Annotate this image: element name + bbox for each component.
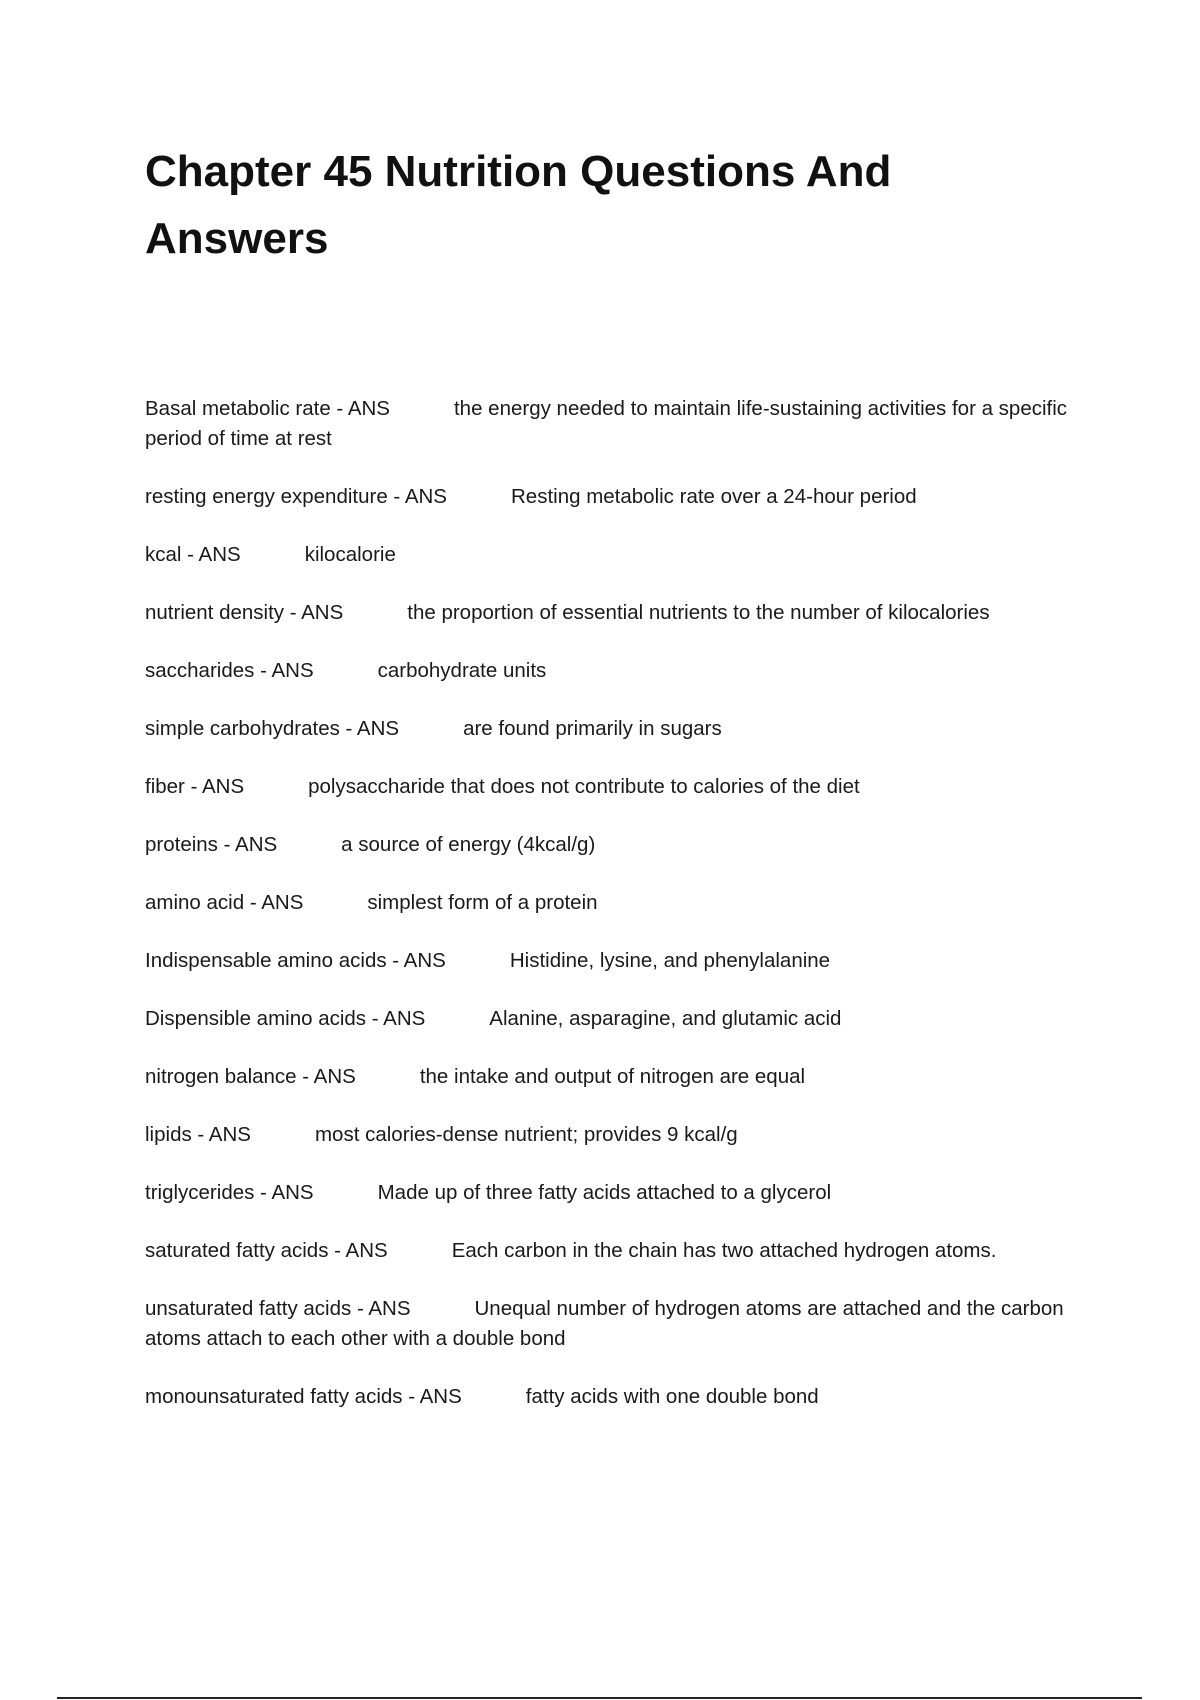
qa-answer: Histidine, lysine, and phenylalanine	[509, 949, 831, 972]
qa-item	[145, 1382, 1075, 1412]
qa-answer: kilocalorie	[304, 543, 396, 566]
qa-term: nutrient density - ANS	[145, 601, 344, 624]
qa-answer: carbohydrate units	[377, 659, 547, 682]
qa-term: proteins - ANS	[145, 833, 278, 856]
qa-item	[145, 1294, 1075, 1354]
qa-answer: simplest form of a protein	[367, 891, 598, 914]
qa-item	[145, 946, 1075, 976]
qa-term: resting energy expenditure - ANS	[145, 485, 447, 508]
qa-answer: Each carbon in the chain has two attached hydrogen atoms.	[451, 1239, 997, 1262]
qa-term: simple carbohydrates - ANS	[145, 717, 400, 740]
qa-item	[145, 888, 1075, 918]
qa-item	[145, 540, 1075, 570]
qa-list	[145, 394, 1075, 1440]
qa-item	[145, 830, 1075, 860]
qa-term: saccharides - ANS	[145, 659, 314, 682]
qa-term: Indispensable amino acids - ANS	[145, 949, 446, 972]
page-title: Chapter 45 Nutrition Questions And Answers	[145, 147, 892, 263]
qa-item	[145, 1236, 1075, 1266]
qa-item	[145, 1120, 1075, 1150]
qa-term: triglycerides - ANS	[145, 1181, 314, 1204]
qa-answer: the energy needed to maintain life-sustaining activities for a specific period of time at rest	[145, 397, 1068, 450]
qa-item	[145, 1062, 1075, 1092]
qa-answer: are found primarily in sugars	[463, 717, 722, 740]
qa-answer: polysaccharide that does not contribute to calories of the diet	[308, 775, 860, 798]
qa-answer: Unequal number of hydrogen atoms are attached and the carbon atoms attach to each other with a double bond	[145, 1297, 1064, 1350]
qa-answer: the intake and output of nitrogen are equal	[419, 1065, 806, 1088]
footer-rule	[57, 1697, 1142, 1699]
qa-term: fiber - ANS	[145, 775, 245, 798]
qa-answer: most calories-dense nutrient; provides 9 kcal/g	[314, 1123, 738, 1146]
qa-term: nitrogen balance - ANS	[145, 1065, 356, 1088]
qa-item	[145, 656, 1075, 686]
qa-term: Dispensible amino acids - ANS	[145, 1007, 426, 1030]
qa-item	[145, 598, 1075, 628]
qa-answer: fatty acids with one double bond	[525, 1385, 819, 1408]
qa-answer: Made up of three fatty acids attached to a glycerol	[377, 1181, 832, 1204]
qa-term: unsaturated fatty acids - ANS	[145, 1297, 411, 1320]
qa-answer: Alanine, asparagine, and glutamic acid	[489, 1007, 842, 1030]
qa-item	[145, 714, 1075, 744]
qa-term: saturated fatty acids - ANS	[145, 1239, 388, 1262]
qa-term: amino acid - ANS	[145, 891, 304, 914]
qa-item	[145, 1178, 1075, 1208]
qa-item	[145, 1004, 1075, 1034]
qa-item	[145, 772, 1075, 802]
qa-item	[145, 482, 1075, 512]
qa-term: monounsaturated fatty acids - ANS	[145, 1385, 462, 1408]
qa-item	[145, 394, 1075, 454]
qa-answer: a source of energy (4kcal/g)	[341, 833, 596, 856]
qa-term: Basal metabolic rate - ANS	[145, 397, 390, 420]
qa-term: kcal - ANS	[145, 543, 241, 566]
qa-answer: Resting metabolic rate over a 24-hour period	[510, 485, 917, 508]
qa-term: lipids - ANS	[145, 1123, 251, 1146]
qa-answer: the proportion of essential nutrients to the number of kilocalories	[407, 601, 990, 624]
